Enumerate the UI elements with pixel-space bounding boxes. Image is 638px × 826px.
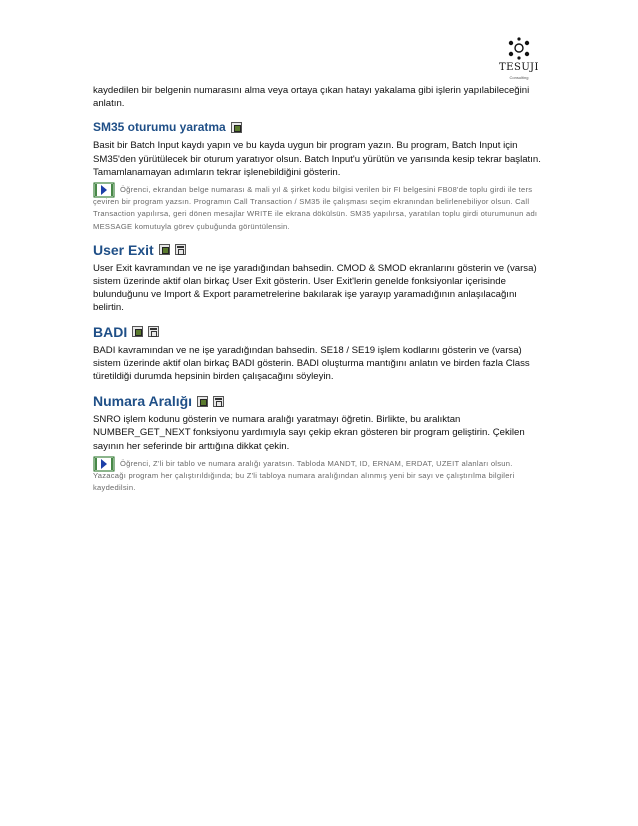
- logo-subtext: Consulting: [509, 75, 529, 80]
- section-body-sm35: Basit bir Batch Input kaydı yapın ve bu kayda uygun bir program yazın. Bu program, Batch Input için SM35'den yürütülecek bir oturum yaratıyor olsun. Batch Input'u yürütün ve yarısında kesip tekrar başlatın. Tamamlanamayan adımların tekrar işlenebildiğini gösterin.: [93, 140, 541, 178]
- section-body-badi: BADI kavramından ve ne işe yaradığından bahsedin. SE18 / SE19 işlem kodlarını gösterin ve (varsa) sistem üzerinde aktif olan birkaç BADI gösterin. BADI oluşturma mantığını anlatın ve birden fazla Class türetildiği durumda hepsinin birden çalışacağını söyleyin.: [93, 344, 530, 383]
- window-icon: [175, 244, 186, 255]
- section-title-badi: [93, 323, 545, 341]
- section-title-numara: [93, 392, 545, 410]
- intro-paragraph: kaydedilen bir belgenin numarasını alma veya ortaya çıkan hatayı yakalama gibi işlerin yapılabileceğini anlatın.: [93, 85, 530, 110]
- exercise-pencil-icon: [93, 182, 115, 198]
- section-title-text: Numara Aralığı: [93, 393, 193, 410]
- section-title-text: BADI: [93, 323, 128, 340]
- section-title-text: User Exit: [93, 241, 154, 258]
- exercise-pencil-icon: [93, 456, 115, 472]
- task-icon: [197, 396, 208, 407]
- task-icon: [159, 244, 170, 255]
- task-icon: [231, 122, 242, 133]
- section-title-text: SM35 oturumu yaratma: [93, 120, 226, 135]
- logo-mark-icon: [494, 36, 544, 64]
- exercise-note-text: Öğrenci, Z'li bir tablo ve numara aralığı yaratsın. Tabloda MANDT, ID, ERNAM, ERDAT, UZEIT alanları olsun. Yazacağı program her çalıştırıldığında; bu Z'li tabloya numara aralığından alınmış yeni bir sayı ve çalıştırılma bilgileri kaydedilsin.: [93, 458, 515, 493]
- section-title-userexit: [93, 241, 545, 259]
- window-icon: [213, 396, 224, 407]
- window-icon: [148, 326, 159, 337]
- exercise-note-sm35: [93, 184, 545, 233]
- task-icon: [132, 326, 143, 337]
- exercise-note-numara: [93, 458, 545, 495]
- document-content: [93, 84, 545, 494]
- exercise-note-text: Öğrenci, ekrandan belge numarası & mali yıl & şirket kodu bilgisi verilen bir FI belgesini FB08'de toplu girdi ile ters çeviren bir program yazsın. Programın Call Transaction / SM35 ile çalışması seçim ekranından belirlenebiliyor olsun. Call Transaction yapılırsa, geri dönen mesajlar WRITE ile ekrana dökülsün. SM35 yapılırsa, yaratılan toplu girdi oturumunun adı MESSAGE komutuyla görev çubuğunda görüntülensin.: [93, 185, 538, 231]
- logo-text: TESUJI: [499, 62, 539, 73]
- section-body-userexit: User Exit kavramından ve ne işe yaradığından bahsedin. CMOD & SMOD ekranlarını gösterin ve (varsa) sistem üzerinde aktif olan birkaç User Exit gösterin. User Exit'lerin genelde fonksiyonlar içerisinde bulunduğunu ve Import & Export parametrelerine bakılarak işe yarayıp yaramadığının anlaşılacağını belirtin.: [93, 262, 537, 314]
- section-body-numara: SNRO işlem kodunu gösterin ve numara aralığı yaratmayı öğretin. Birlikte, bu aralıktan NUMBER_GET_NEXT fonksiyonu yardımıyla sayı çekip ekran gösteren bir program geliştirin. Çekilen sayının her seferinde bir arttığına dikkat çekin.: [93, 414, 525, 452]
- tesuji-logo: [494, 36, 544, 84]
- section-title-sm35: [93, 119, 545, 135]
